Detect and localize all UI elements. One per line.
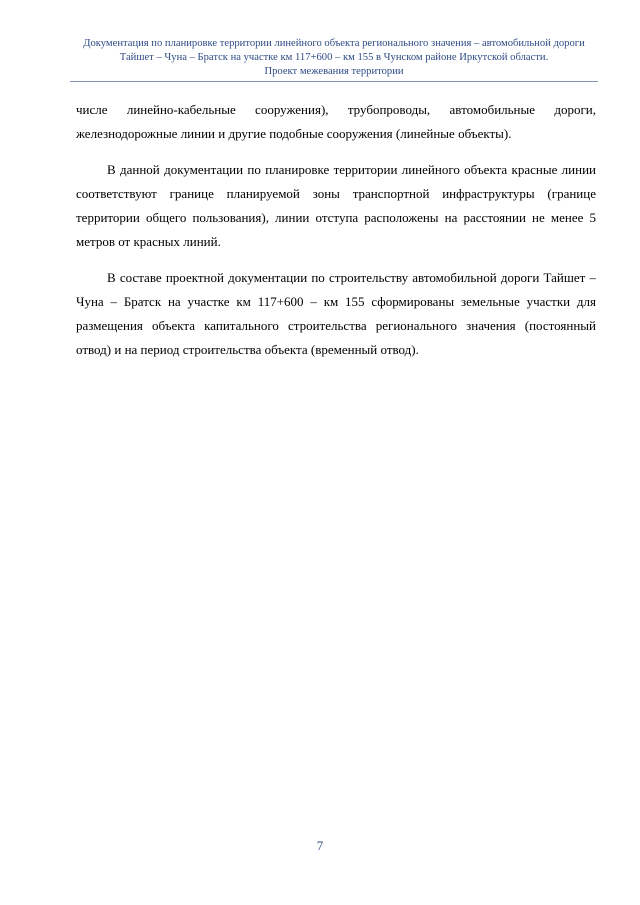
header-divider [70,81,598,82]
header-title-line-1: Документация по планировке территории линейного объекта регионального значения – автомобильной дороги [83,38,585,49]
page-header [70,37,598,79]
document-body [76,98,596,374]
paragraph-red-lines: В данной документации по планировке территории линейного объекта красные линии соответствуют границе планируемой зоны транспортной инфраструктуры (границе территории общего пользования), линии отступа расположены на расстоянии не менее 5 метров от красных линий. [76,162,596,249]
paragraph-continuation: числе линейно-кабельные сооружения), трубопроводы, автомобильные дороги, железнодорожные линии и другие подобные сооружения (линейные объекты). [76,102,596,141]
header-title-line-2: Тайшет – Чуна – Братск на участке км 117+600 – км 155 в Чунском районе Иркутской области. [119,52,549,63]
header-subtitle: Проект межевания территории [264,66,404,77]
page-number: 7 [316,838,324,853]
paragraph-land-plots: В составе проектной документации по строительству автомобильной дороги Тайшет – Чуна – Братск на участке км 117+600 – км 155 сформированы земельные участки для размещения объекта капитального строительства регионального значения (постоянный отвод) и на период строительства объекта (временный отвод). [76,270,596,357]
